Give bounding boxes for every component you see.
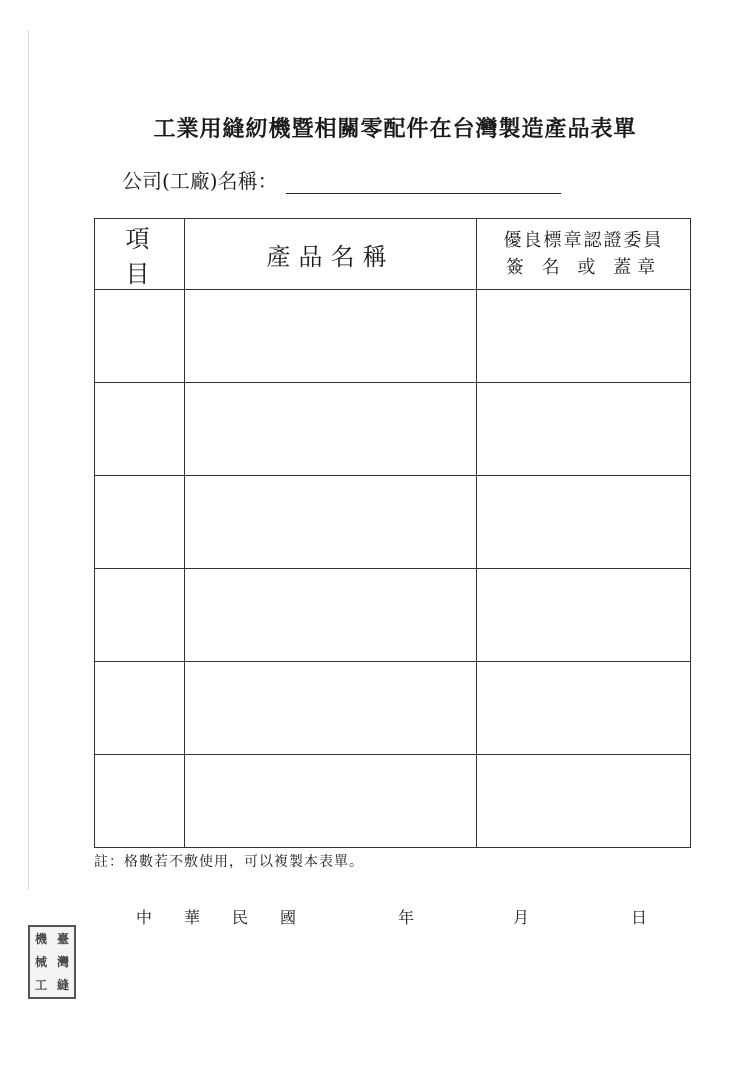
- table-row: [95, 290, 691, 383]
- company-name-field[interactable]: [286, 171, 561, 194]
- table-row: [95, 569, 691, 662]
- form-title: 工業用縫紉機暨相關零配件在台灣製造產品表單: [153, 116, 637, 142]
- row-product-name-cell[interactable]: [185, 755, 477, 848]
- seal-char: 灣: [56, 954, 69, 969]
- date-era-char: 華: [184, 908, 201, 927]
- association-seal: [28, 925, 76, 999]
- row-item-cell[interactable]: [95, 662, 185, 755]
- row-product-name-cell[interactable]: [185, 662, 477, 755]
- date-era-char: 中: [136, 908, 153, 927]
- seal-char: 臺: [56, 931, 69, 946]
- row-item-cell[interactable]: [95, 755, 185, 848]
- row-signature-cell[interactable]: [477, 383, 691, 476]
- row-product-name-cell[interactable]: [185, 290, 477, 383]
- row-product-name-cell[interactable]: [185, 383, 477, 476]
- table-row: [95, 383, 691, 476]
- row-product-name-cell[interactable]: [185, 476, 477, 569]
- table-row: [95, 755, 691, 848]
- row-item-cell[interactable]: [95, 290, 185, 383]
- seal-char: 縫: [56, 978, 69, 993]
- company-name-label: 公司(工廠)名稱：: [122, 169, 278, 193]
- row-item-cell[interactable]: [95, 383, 185, 476]
- company-name-row: [122, 165, 561, 194]
- seal-char: 工: [34, 978, 47, 993]
- table-header-row: [95, 219, 691, 290]
- row-item-cell[interactable]: [95, 476, 185, 569]
- row-signature-cell[interactable]: [477, 290, 691, 383]
- scan-edge-line: [28, 30, 29, 890]
- date-row: [0, 905, 750, 929]
- table-row: [95, 476, 691, 569]
- date-era-char: 國: [280, 908, 297, 927]
- seal-char: 械: [34, 954, 47, 969]
- date-era-char: 民: [232, 908, 249, 927]
- date-month-label: 月: [513, 908, 530, 927]
- header-product-name: 產品名稱: [185, 219, 477, 290]
- table-row: [95, 662, 691, 755]
- date-year-label: 年: [398, 908, 415, 927]
- product-table: [94, 218, 691, 848]
- row-signature-cell[interactable]: [477, 476, 691, 569]
- seal-char: 機: [34, 931, 47, 946]
- row-item-cell[interactable]: [95, 569, 185, 662]
- footnote: 註：格數若不敷使用，可以複製本表單。: [94, 854, 364, 870]
- row-signature-cell[interactable]: [477, 662, 691, 755]
- date-day-label: 日: [631, 908, 648, 927]
- header-item: 項 目: [95, 219, 185, 290]
- row-product-name-cell[interactable]: [185, 569, 477, 662]
- row-signature-cell[interactable]: [477, 755, 691, 848]
- header-committee-signature: [477, 219, 691, 290]
- header-sign-line2: 簽 名 或 蓋章: [505, 257, 662, 278]
- header-sign-line1: 優良標章認證委員: [503, 230, 664, 251]
- row-signature-cell[interactable]: [477, 569, 691, 662]
